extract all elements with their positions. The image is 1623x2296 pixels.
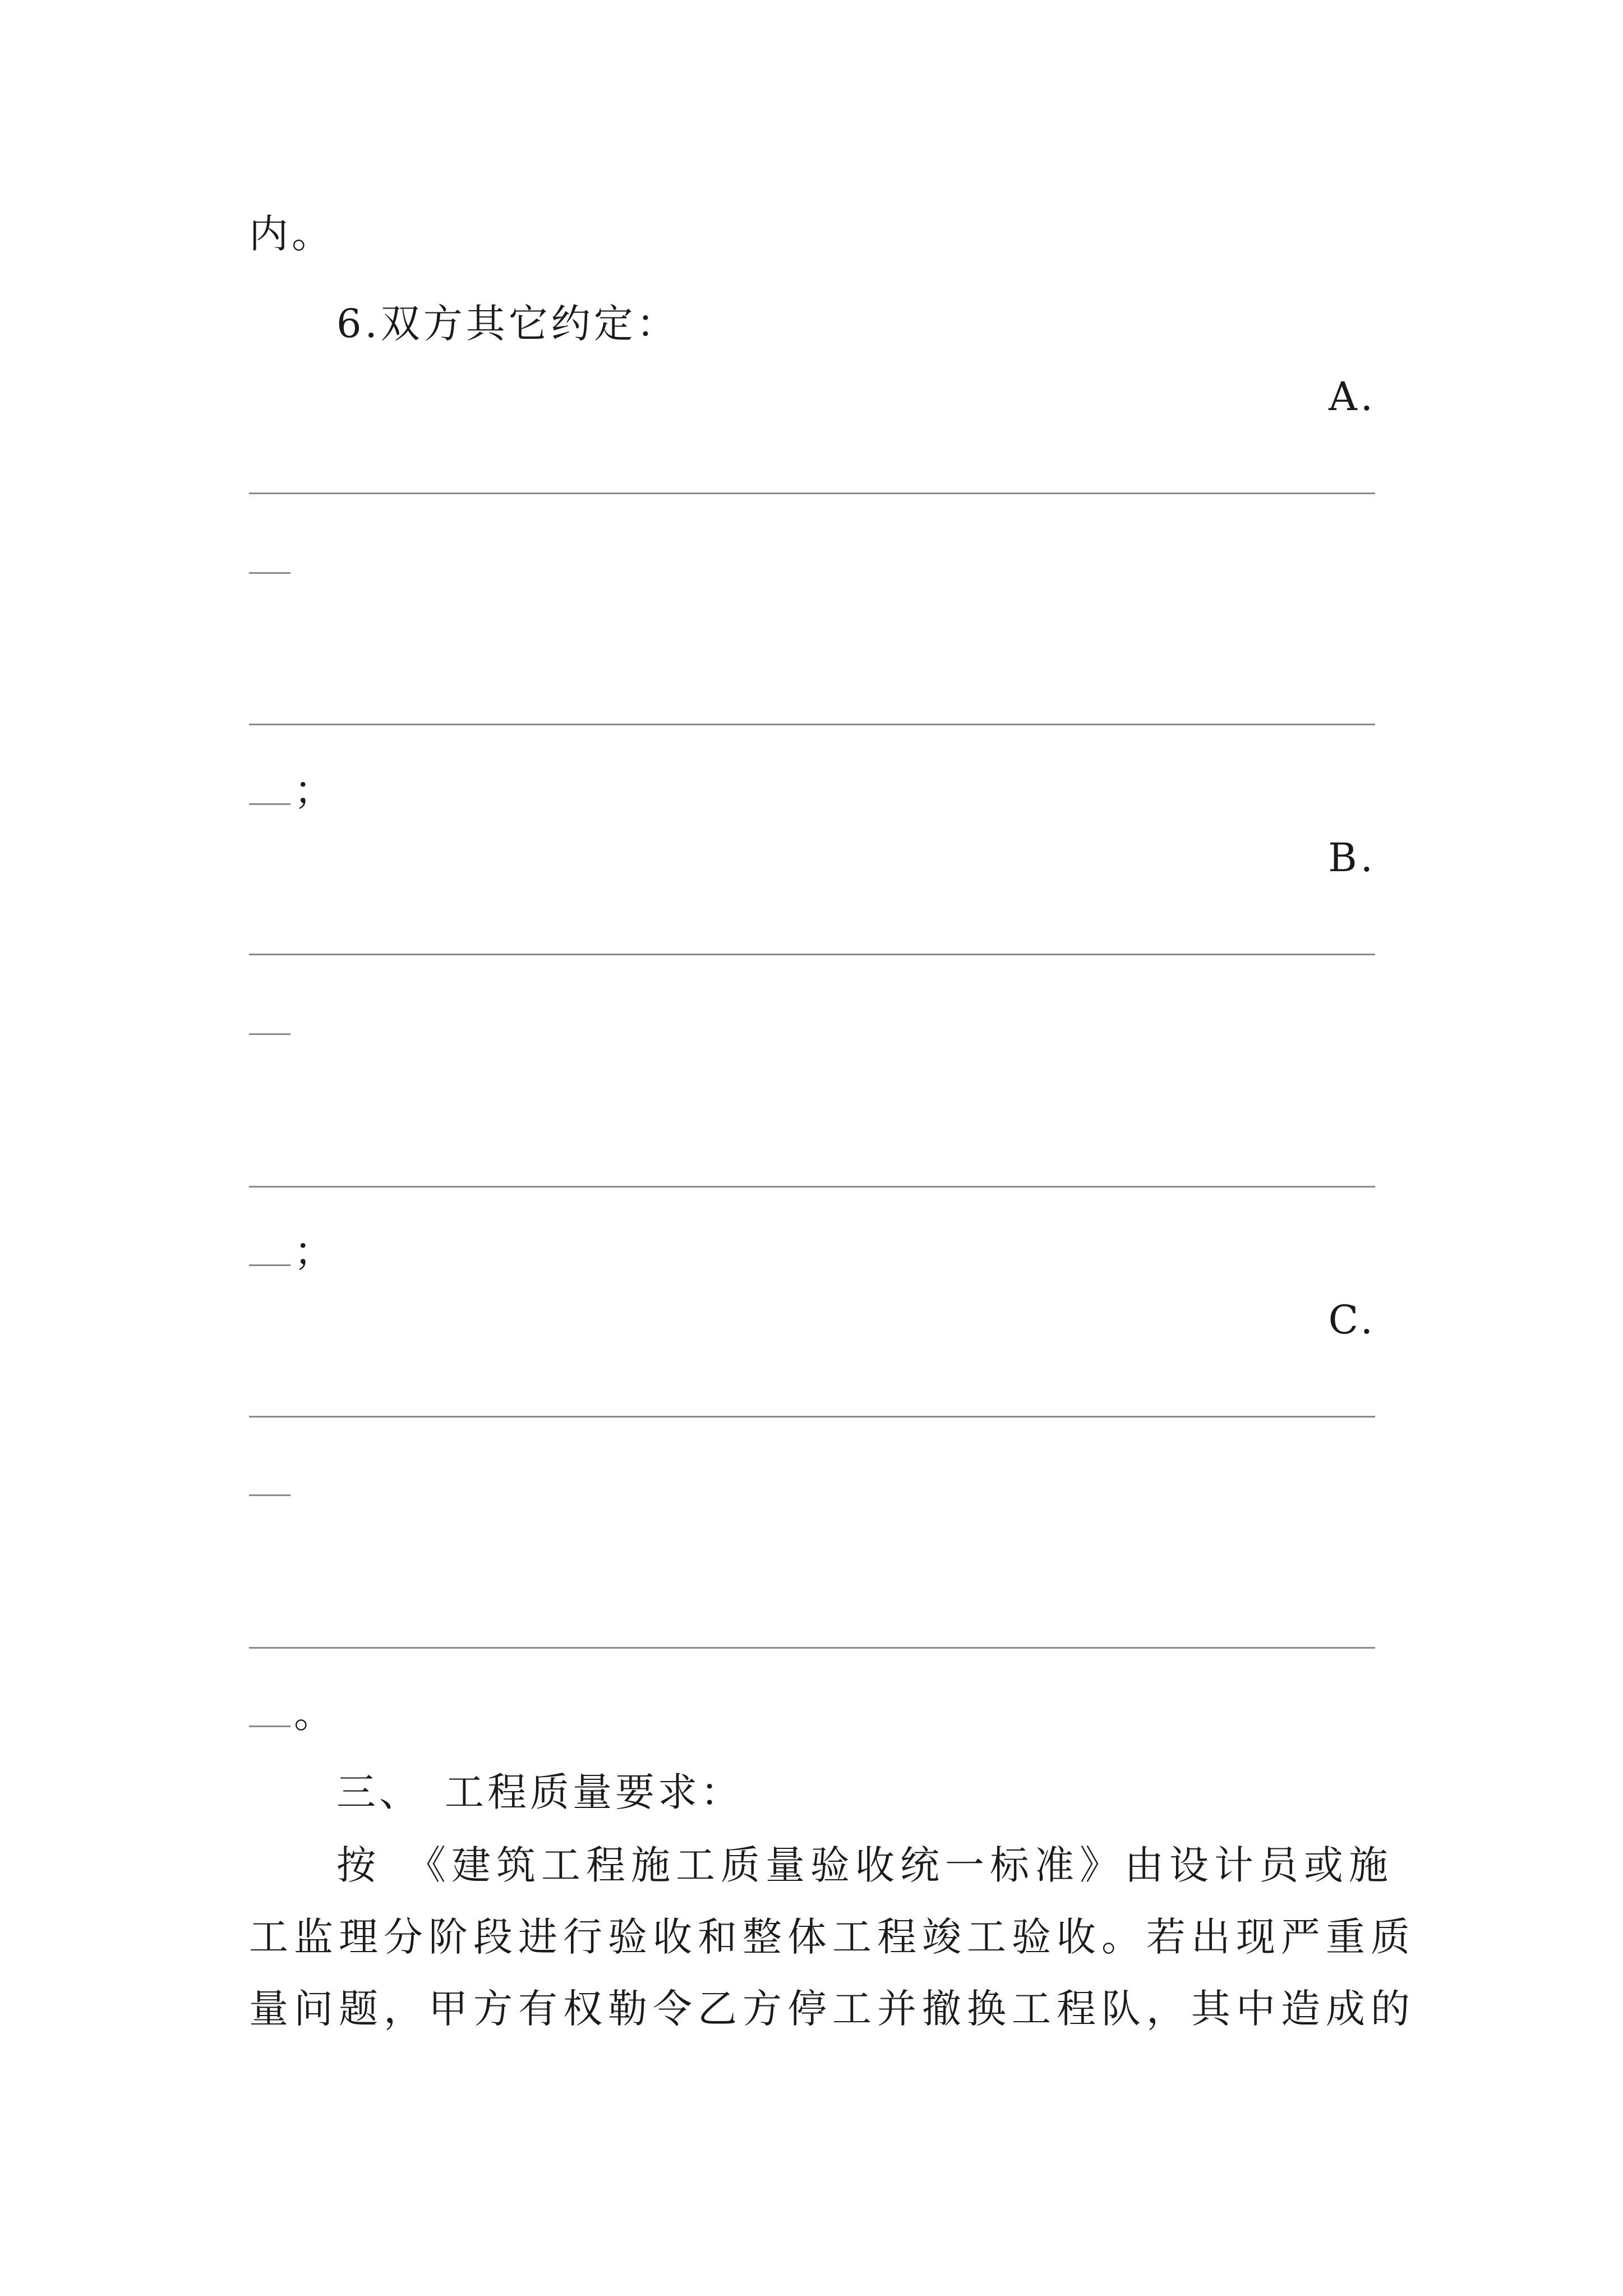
label-b: B. [1328,835,1376,881]
label-c: C. [1328,1297,1376,1343]
blank-line-b2 [249,1186,1375,1188]
blank-line-a1-tail [249,572,291,574]
tail-a: ； [294,767,333,813]
blank-line-a1 [249,493,1375,494]
blank-line-b1 [249,954,1375,955]
blank-line-c1 [249,1416,1375,1418]
text-line-1: 内。 [249,211,334,257]
item-6-heading: 6.双方其它约定： [336,301,679,347]
blank-line-b1-tail [249,1033,291,1035]
blank-line-b2-tail [249,1264,291,1266]
blank-line-c1-tail [249,1494,291,1496]
blank-line-c2-tail [249,1726,291,1727]
blank-line-c2 [249,1647,1375,1649]
blank-line-a2 [249,724,1375,725]
section-3-heading: 三、 工程质量要求： [336,1769,743,1815]
paragraph-line-2: 工监理分阶段进行验收和整体工程竣工验收。若出现严重质 [249,1914,1415,1960]
tail-b: ； [294,1228,333,1274]
paragraph-line-3: 量问题，甲方有权勒令乙方停工并撤换工程队，其中造成的 [249,1986,1415,2032]
label-a: A. [1329,374,1376,420]
tail-c: 。 [294,1691,333,1737]
blank-line-a2-tail [249,803,291,805]
paragraph-line-1: 按 《建筑工程施工质量验收统一标准》由设计员或施 [336,1842,1394,1888]
